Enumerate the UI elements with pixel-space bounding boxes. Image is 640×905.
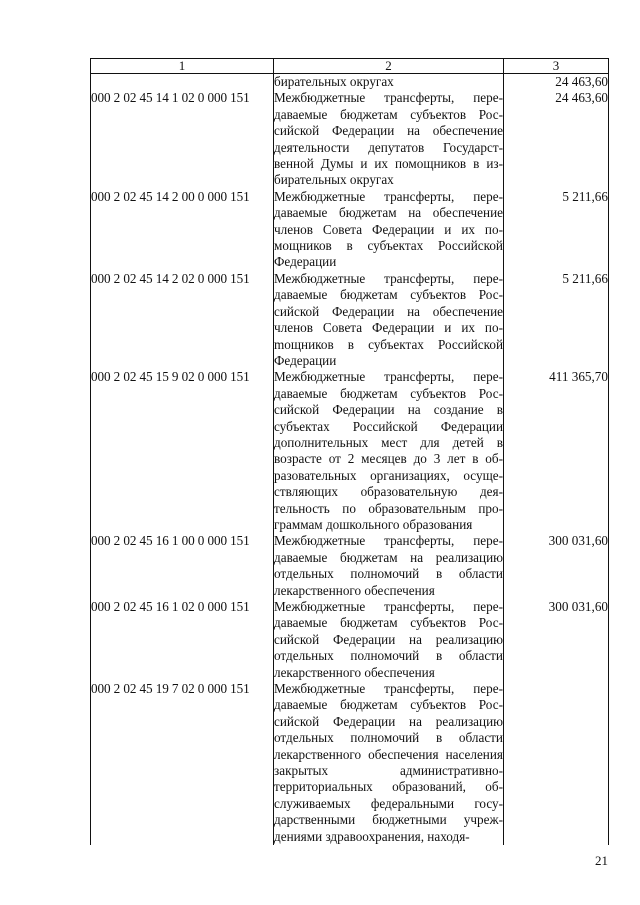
table-row	[91, 599, 609, 681]
row-name: Межбюджетные трансферты, передаваемые бюджетам субъектов Российской Федерации на реализацию отдельных полномочий в области лекарственного обеспечения	[274, 599, 503, 680]
row-amount: 24 463,60	[504, 90, 609, 188]
table-row	[91, 90, 609, 188]
column-header-2: 2	[274, 59, 504, 74]
table-row	[91, 189, 609, 271]
row-code: 000 2 02 45 16 1 00 0 000 151	[91, 533, 274, 599]
page-number: 21	[595, 853, 608, 868]
budget-table	[90, 58, 609, 845]
row-amount: 300 031,60	[504, 533, 609, 599]
table-body	[91, 74, 609, 846]
row-code: 000 2 02 45 14 2 00 0 000 151	[91, 189, 274, 271]
table-row	[91, 74, 609, 91]
row-code: 000 2 02 45 14 1 02 0 000 151	[91, 90, 274, 188]
row-amount: 300 031,60	[504, 599, 609, 681]
row-code: 000 2 02 45 14 2 02 0 000 151	[91, 271, 274, 369]
table-row	[91, 369, 609, 533]
row-code	[91, 74, 274, 91]
table-row	[91, 271, 609, 369]
row-amount: 411 365,70	[504, 369, 609, 533]
row-name: Межбюджетные трансферты, передаваемые бюджетам субъектов Российской Федерации на создание в субъектах Российской Федерации дополнительных мест для детей в возрасте от 2 месяцев до 3 лет в образовательных организациях, осуществляющих образовательную деятельность по образовательным программам дошкольного образования	[274, 369, 503, 532]
row-amount: 24 463,60	[504, 74, 609, 91]
row-code: 000 2 02 45 16 1 02 0 000 151	[91, 599, 274, 681]
row-name: Межбюджетные трансферты, передаваемые бюджетам на обеспечение членов Совета Федерации и их помощников в субъектах Российской Федерации	[274, 188, 503, 270]
row-code: 000 2 02 45 19 7 02 0 000 151	[91, 681, 274, 845]
column-header-3: 3	[504, 59, 609, 74]
row-amount: 5 211,66	[504, 271, 609, 369]
row-name: Межбюджетные трансферты, передаваемые бюджетам субъектов Российской Федерации на обеспечение членов Совета Федерации и их поmощников в субъектах Российской Федерации	[274, 270, 503, 368]
row-name: бирательных округах	[274, 74, 504, 91]
row-name: Межбюджетные трансферты, передаваемые бюджетам субъектов Российской Федерации на реализацию отдельных полномочий в области лекарственного обеспечения населения закрытых административно-территориальных образований, обслуживаемых федеральными государственными бюджетными учреждениями здравоохранения, находя-	[274, 681, 503, 844]
table-row	[91, 681, 609, 845]
row-name: Межбюджетные трансферты, передаваемые бюджетам субъектов Российской Федерации на обеспечение деятельности депутатов Государственной Думы и их помощников в избирательных округах	[274, 90, 503, 188]
table-header-row	[91, 59, 609, 74]
row-name: Межбюджетные трансферты, передаваемые бюджетам на реализацию отдельных полномочий в области лекарственного обеспечения	[274, 533, 503, 598]
table-row	[91, 533, 609, 599]
row-amount: 5 211,66	[504, 189, 609, 271]
row-code: 000 2 02 45 15 9 02 0 000 151	[91, 369, 274, 533]
column-header-1: 1	[91, 59, 274, 74]
row-amount	[504, 681, 609, 845]
document-page	[90, 58, 608, 845]
